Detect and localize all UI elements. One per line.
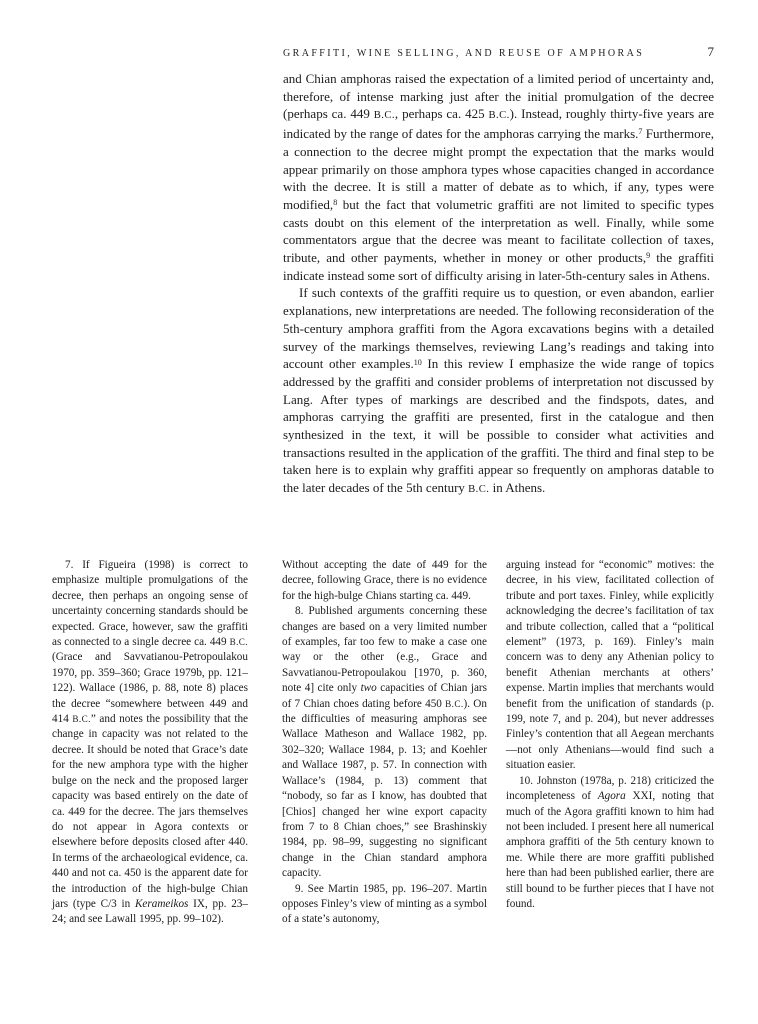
footnote-column-2 [282, 558, 487, 928]
footnote-paragraph: 7. If Figueira (1998) is correct to emphasize multiple promulgations of the decree, then perhaps an ongoing sense of uncertainty concerning standards should be expected. Grace, however, saw the graffiti as connected to a single decree ca. 449 B.C. (Grace and Savvatianou-Petropoulakou 1970, pp. 359–360; Grace 1979b, pp. 121–122). Wallace (1986, p. 88, note 8) places the decree “somewhere between 449 and 414 B.C.” and notes the possibility that the change in capacity was not related to the decree. It should be noted that Grace’s date for the new amphora type with the higher bulge on the neck and the proposed larger capacity was based entirely on the date of ca. 449 for the decree. The jars themselves do not appear in Agora contexts or elsewhere before deposits closed after 440. In terms of the archaeological evidence, ca. 440 and not ca. 450 is the apparent date for the introduction of the high-bulge Chian jars (type C/3 in Kerameikos IX, pp. 23–24; and see Lawall 1995, pp. 99–102). [52, 559, 249, 926]
footnote-reference: 8 [333, 198, 338, 208]
footnote-paragraph: Without accepting the date of 449 for the decree, following Grace, there is no evidence for the high-bulge Chians starting ca. 449. [282, 559, 487, 602]
running-title: GRAFFITI, WINE SELLING, AND REUSE OF AMPHORAS [283, 48, 645, 59]
footnote-reference: 10 [413, 357, 422, 367]
footnote-column-1 [52, 558, 248, 928]
footnote-reference: 7 [638, 127, 643, 137]
body-paragraph: If such contexts of the graffiti require us to question, or even abandon, earlier explanations, new interpretations are needed. The following reconsideration of the 5th-century amphora graffiti from the Agora excavations begins with a detailed survey of the markings themselves, reviewing Lang’s readings and taking into account other examples.$^{10}$ In this review I emphasize the wide range of topics addressed by the graffiti and consider problems of interpretation not discussed by Lang. After types of markings are described and the findspots, dates, and amphoras carrying the graffiti are presented, first in the catalogue and then synthesized in the text, it will be possible to consider what activities and transactions resulted in the application of the graffiti. The third and final step to be taken here is to explain why graffiti appear so frequently on amphoras datable to the later decades of the 5th century B.C. in Athens. [283, 285, 715, 496]
footnote-paragraph: 9. See Martin 1985, pp. 196–207. Martin opposes Finley’s view of minting as a symbol of a state’s autonomy, [282, 882, 487, 926]
footnote-paragraph: arguing instead for “economic” motives: the decree, in his view, facilitated collection of tribute and port taxes. Finley, while explicitly acknowledging the decree’s facilitation of tax and tribute collection, called that a “political element” (1973, p. 169). Finley’s main concern was to deny any Athenian policy to benefit Athenian merchants at others’ expense. Martin implies that merchants would benefit from the unification of standards (p. 199, note 7, and p. 204), but never addresses Finley’s contention that all Aegean merchants—not only Athenians—would find such a situation easier. [506, 559, 714, 772]
footnote-reference: 9 [646, 251, 651, 261]
page-number: 7 [707, 44, 714, 59]
footnote-column-3 [506, 558, 714, 912]
footnote-paragraph: 10. Johnston (1978a, p. 218) criticized the incompleteness of Agora XXI, noting that much of the Agora graffiti known to him had not been included. I present here all numerical amphora graffiti of the 5th century known to me. While there are more graffiti published here than had been published earlier, there are still bound to be further pieces that I have not found. [506, 774, 714, 910]
running-header [283, 44, 714, 60]
body-text [283, 70, 714, 499]
body-paragraph: and Chian amphoras raised the expectation of a limited period of uncertainty and, therefore, of intense marking just after the initial promulgation of the decree (perhaps ca. 449 B.C., perhaps ca. 425 B.C.). Instead, roughly thirty-five years are indicated by the range of dates for the amphoras carrying the marks.$^7$ Furthermore, a connection to the decree might prompt the expectation that the marks would appear primarily on those amphora types whose capacities changed in accordance with the decree. It is still a matter of debate as to which, if any, types were modified,$^8$ but the fact that volumetric graffiti are not limited to specific types casts doubt on this element of the interpretation as well. Finally, while some commentators argue that the decree was meant to facilitate collection of taxes, tribute, and other payments, whether in money or other products,$^9$ the graffiti indicate instead some sort of difficulty arising in later-5th-century sales in Athens. [283, 71, 715, 283]
footnote-paragraph: 8. Published arguments concerning these changes are based on a very limited number of examples, far too few to make a case one way or the other (e.g., Grace and Savvatianou-Petropoulakou [1970, p. 360, note 4] cite only two capacities of Chian jars of 7 Chian choes dating before 450 B.C.). On the difficulties of measuring amphoras see Wallace Matheson and Wallace 1982, pp. 302–320; Wallace 1984, p. 13; and Koehler and Wallace 1987, p. 57. In connection with Wallace’s (1984, p. 13) comment that “nobody, so far as I know, has doubted that [Chios] changed her wine export capacity from 7 to 8 Chian choes,” see Brashinskiy 1984, pp. 98–99, suggesting no significant change in the Chian standard amphora capacity. [282, 605, 487, 880]
